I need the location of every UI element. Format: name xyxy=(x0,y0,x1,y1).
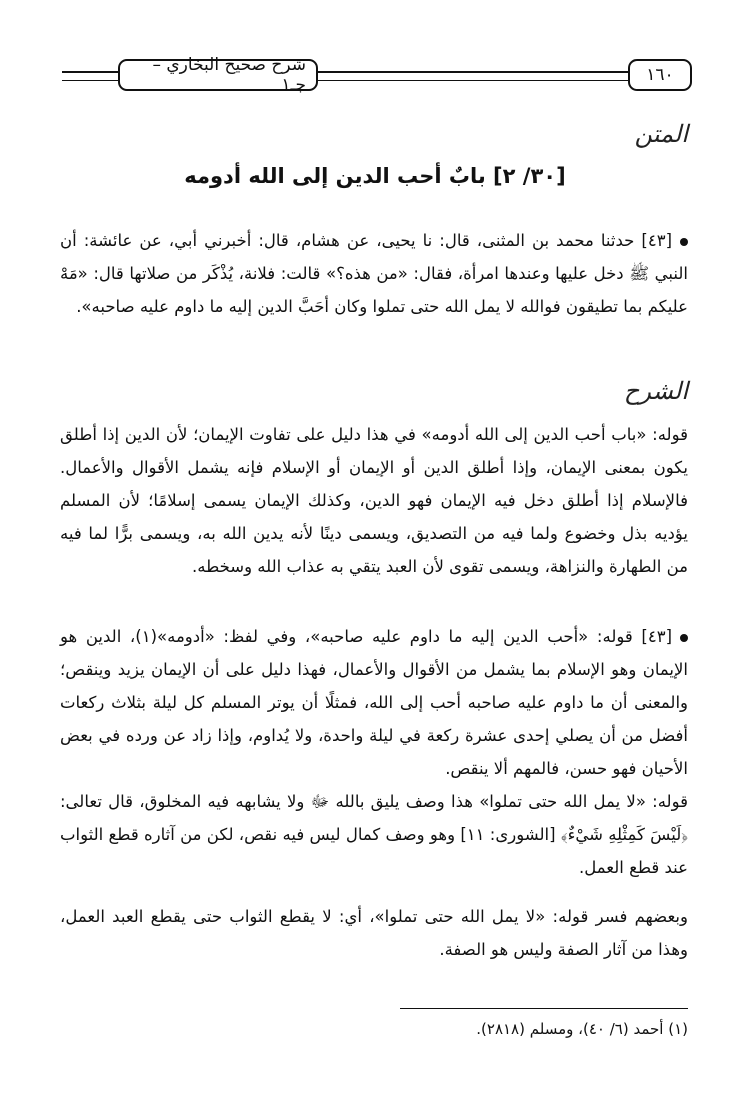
page-number: ١٦٠ xyxy=(628,59,692,91)
commentary-paragraph: وبعضهم فسر قوله: «لا يمل الله حتى تملوا»، أي: لا يقطع الثواب حتى يقطع العبد العمل، وهذا من آثار الصفة وليس هو الصفة. xyxy=(60,907,688,959)
hadith-text: [٤٣] حدثنا محمد بن المثنى، قال: نا يحيى، عن هشام، قال: أخبرني أبي، عن عائشة: أن النبي ﷺ دخل عليها وعندها امرأة، فقال: «من هذه؟» قالت: فلانة، يُذْكَر من صلاتها قال: «مَهْ عليكم بما تطيقون فوالله لا يمل الله حتى تملوا وكان أحَبَّ الدين إليه ما داوم عليه صاحبه». xyxy=(60,231,688,316)
book-title: شرح صحيح البخاري – جـ١ xyxy=(118,59,318,91)
hadith-paragraph xyxy=(60,224,688,323)
footnote-divider xyxy=(400,1008,688,1009)
commentary-paragraph: قوله: «باب أحب الدين إلى الله أدومه» في هذا دليل على تفاوت الإيمان؛ لأن الدين إذا أطلق يكون بمعنى الإيمان، وإذا أطلق الدين أو الإيمان أو الإسلام فإنه يشمل الأقوال والأعمال. فالإسلام إذا أطلق دخل فيه الإيمان فهو الدين، وكذلك الإيمان يسمى إسلامًا؛ لأن المسلم يؤديه بذل وخضوع ولما فيه من التصديق، ويسمى دينًا لأنه يدين الله به، ويسمى برًّا لما فيه من الطهارة والنزاهة، ويسمى تقوى لأن العبد يتقي به عذاب الله وسخطه. xyxy=(60,425,688,576)
page-header xyxy=(62,56,692,104)
bullet-icon xyxy=(680,634,688,642)
bullet-icon xyxy=(680,238,688,246)
commentary-paragraph: قوله: «لا يمل الله حتى تملوا» هذا وصف يليق بالله ﷻ ولا يشابهه فيه المخلوق، قال تعالى: ﴿لَيْسَ كَمِثْلِهِ شَيْءٌ﴾ [الشورى: ١١] وهو وصف كمال ليس فيه نقص، لكن من آثاره قطع الثواب عند قطع العمل. xyxy=(60,792,688,877)
matn-section-mark: المتن xyxy=(634,120,688,148)
sharh-section-mark: الشرح xyxy=(623,377,688,405)
chapter-heading: [٣٠/ ٢] بابٌ أحب الدين إلى الله أدومه xyxy=(184,164,566,188)
commentary-text: [٤٣] قوله: «أحب الدين إليه ما داوم عليه صاحبه»، وفي لفظ: «أدومه»(١)، الدين هو الإيمان وهو الإسلام بما يشمل من الأقوال والأعمال، فهذا دليل على أن الإيمان يزيد وينقص؛ والمعنى أن ما داوم عليه صاحبه أحب إلى الله، فمثلًا أن يوتر المسلم كل ليلة بثلاث ركعات أفضل من أن يصلي إحدى عشرة ركعة في ليلة واحدة، ولا يُداوم، وإذا زاد عن ورده في بعض الأحيان فهو حسن، فالمهم ألا ينقص. xyxy=(60,627,688,778)
commentary-paragraph xyxy=(60,620,688,785)
footnote: (١) أحمد (٦/ ٤٠)، ومسلم (٢٨١٨). xyxy=(476,1020,688,1038)
